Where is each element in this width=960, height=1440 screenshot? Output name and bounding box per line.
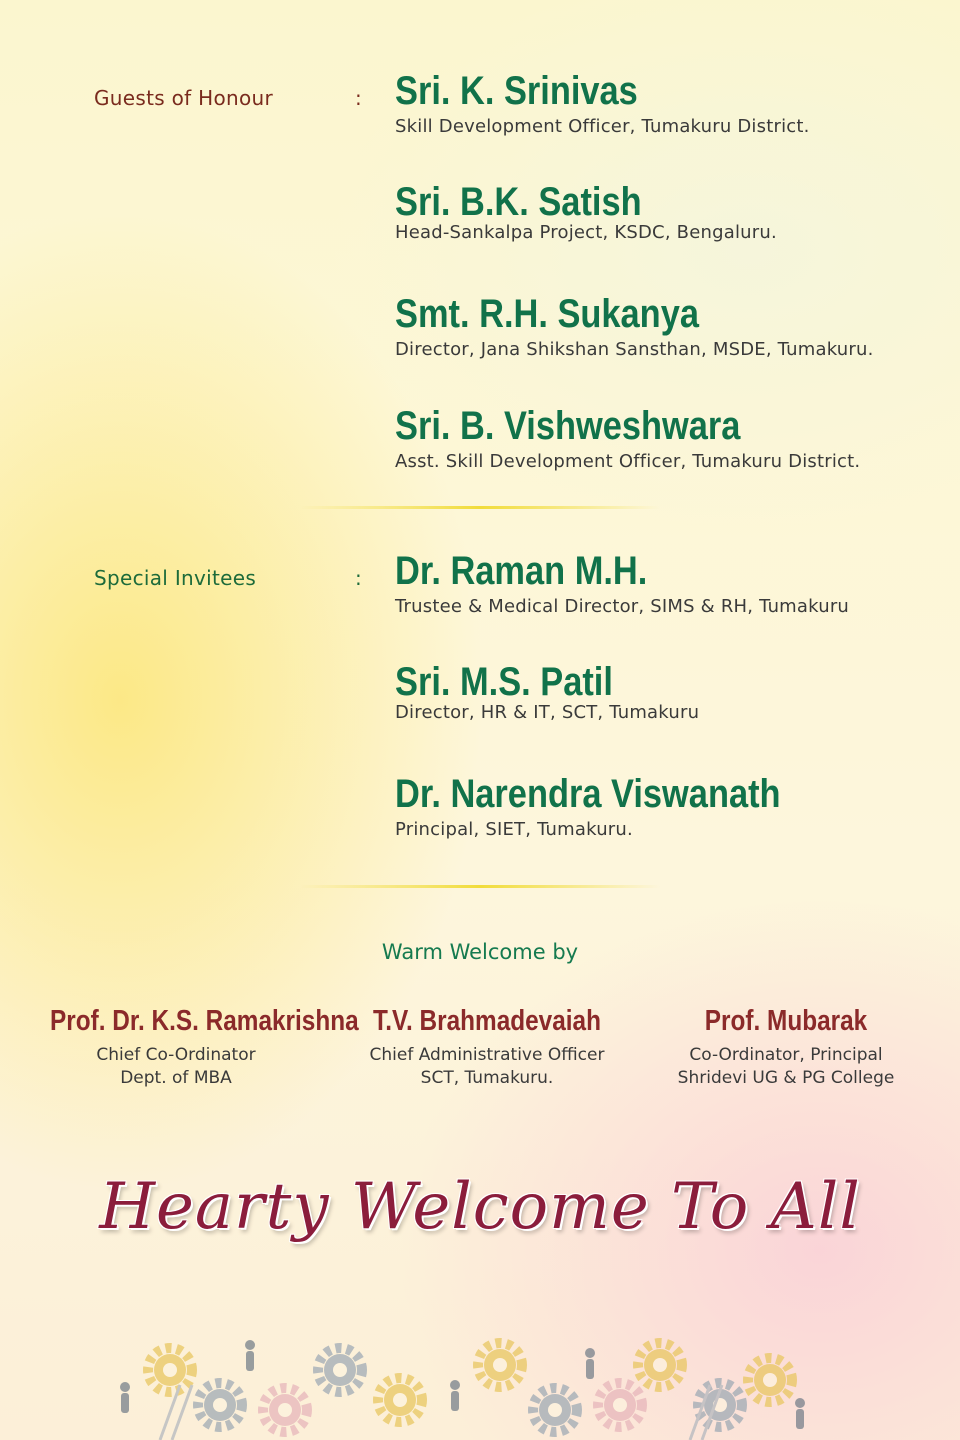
host-affiliation: SCT, Tumakuru. [420, 1068, 554, 1088]
guests-colon: : [355, 86, 362, 110]
gear-icon [533, 1388, 577, 1432]
invitee-entry [395, 771, 843, 840]
invitee-role: Trustee & Medical Director, SIMS & RH, Tumakuru [395, 596, 850, 617]
section-divider [300, 885, 660, 888]
host-affiliation: Shridevi UG & PG College [677, 1068, 895, 1088]
guest-role: Asst. Skill Development Officer, Tumakuru District. [395, 451, 861, 472]
gear-icon [263, 1388, 307, 1432]
host-title: Chief Co-Ordinator [96, 1045, 256, 1065]
guest-role: Head-Sankalpa Project, KSDC, Bengaluru. [395, 222, 777, 243]
gear-icon [318, 1348, 362, 1392]
gear-icon [148, 1348, 192, 1392]
host-card [26, 1004, 359, 1090]
guest-name: Sri. B. Vishweshwara [395, 404, 741, 448]
gear-icon [748, 1358, 792, 1402]
guest-name: Sri. B.K. Satish [395, 180, 642, 224]
guest-role: Director, Jana Shikshan Sansthan, MSDE, Tumakuru. [395, 339, 874, 360]
guests-of-honour-label: Guests of Honour [94, 86, 274, 110]
invitee-name: Sri. M.S. Patil [395, 660, 613, 704]
host-card [636, 1004, 936, 1090]
host-name: T.V. Brahmadevaiah [373, 1005, 601, 1037]
host-title: Co-Ordinator, Principal [689, 1045, 883, 1065]
warm-welcome-heading: Warm Welcome by [381, 940, 579, 964]
gears-illustration [100, 1325, 820, 1440]
guest-entry [395, 291, 874, 360]
gear-icon [478, 1343, 522, 1387]
invitees-colon: : [355, 566, 362, 590]
invitee-entry [395, 548, 849, 617]
invitee-entry [395, 659, 699, 723]
gear-icon [198, 1383, 242, 1427]
guest-role: Skill Development Officer, Tumakuru District. [395, 116, 810, 137]
guest-name: Sri. K. Srinivas [395, 69, 638, 113]
host-title: Chief Administrative Officer [369, 1045, 605, 1065]
guest-entry [395, 68, 810, 137]
invitee-name: Dr. Narendra Viswanath [395, 772, 781, 816]
gear-icon [378, 1378, 422, 1422]
invitee-name: Dr. Raman M.H. [395, 549, 648, 593]
guest-entry [395, 179, 777, 243]
host-card [337, 1004, 637, 1090]
host-name: Prof. Dr. K.S. Ramakrishna [50, 1005, 359, 1037]
gear-icon [598, 1383, 642, 1427]
section-divider [300, 506, 660, 509]
special-invitees-label: Special Invitees [94, 566, 257, 590]
guest-name: Smt. R.H. Sukanya [395, 292, 699, 336]
host-name: Prof. Mubarak [704, 1005, 868, 1037]
host-affiliation: Dept. of MBA [120, 1068, 232, 1088]
invitee-role: Principal, SIET, Tumakuru. [395, 819, 633, 840]
gear-icon [638, 1343, 682, 1387]
guest-entry [395, 403, 860, 472]
invitee-role: Director, HR & IT, SCT, Tumakuru [395, 702, 700, 723]
hearty-welcome-title: Hearty Welcome To All [99, 1170, 861, 1244]
